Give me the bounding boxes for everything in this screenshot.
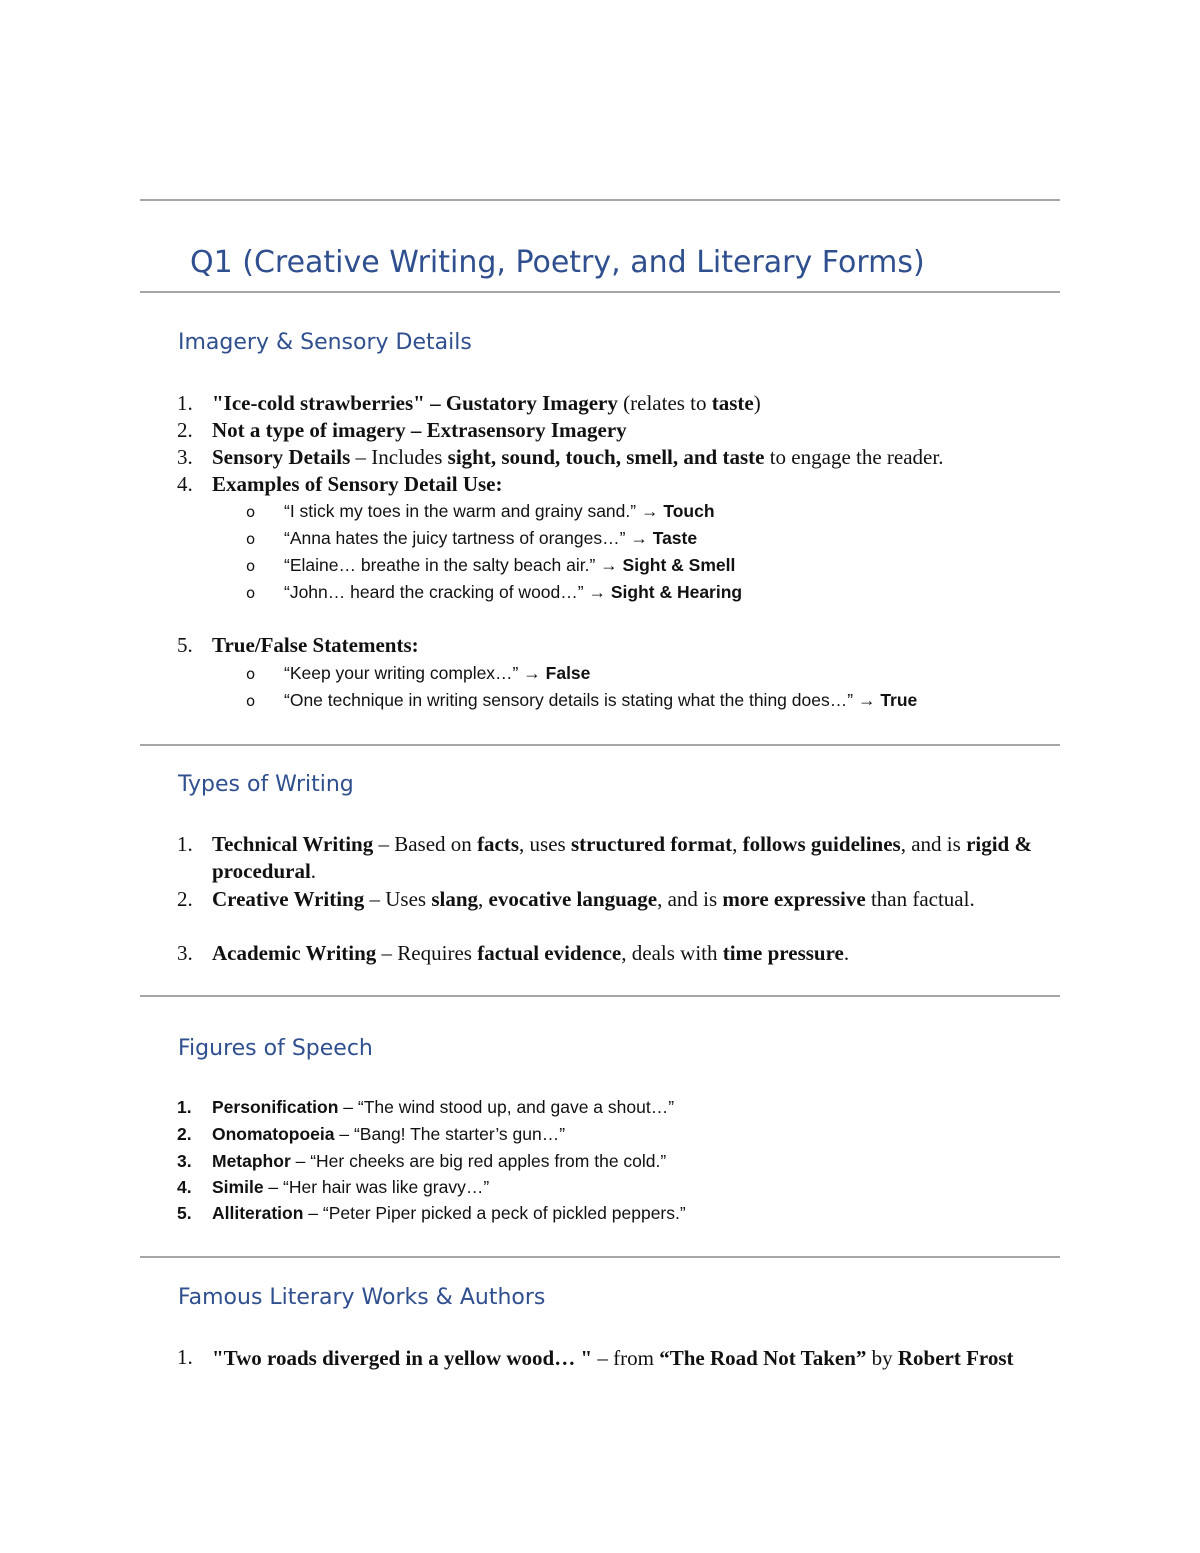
bullet-marker: o [246, 530, 256, 548]
bullet-marker: o [246, 557, 256, 575]
list-item: Simile – “Her hair was like gravy…” [212, 1177, 490, 1197]
section-rule [140, 1256, 1060, 1258]
list-number: 3. [177, 445, 193, 469]
true-false-statement: “One technique in writing sensory details is stating what the thing does…” → True [284, 690, 918, 710]
list-number: 1. [177, 1097, 192, 1117]
list-number: 5. [177, 633, 193, 657]
bullet-marker: o [246, 665, 256, 683]
title-rule [140, 291, 1060, 293]
sensory-example: “I stick my toes in the warm and grainy sand.” → Touch [284, 501, 715, 521]
page-title: Q1 (Creative Writing, Poetry, and Literary Forms) [190, 245, 925, 280]
section-rule [140, 744, 1060, 746]
list-number: 2. [177, 1124, 192, 1144]
list-number: 1. [177, 391, 193, 415]
list-item: Academic Writing – Requires factual evidence, deals with time pressure. [212, 941, 850, 965]
section-rule [140, 995, 1060, 997]
list-item: Metaphor – “Her cheeks are big red apples from the cold.” [212, 1151, 667, 1171]
bullet-marker: o [246, 503, 256, 521]
list-item: Alliteration – “Peter Piper picked a peck of pickled peppers.” [212, 1203, 686, 1223]
sensory-example: “John… heard the cracking of wood…” → Sight & Hearing [284, 582, 743, 602]
list-number: 4. [177, 1177, 192, 1197]
list-number: 4. [177, 472, 193, 496]
true-false-statement: “Keep your writing complex…” → False [284, 663, 591, 683]
sensory-example: “Elaine… breathe in the salty beach air.” → Sight & Smell [284, 555, 736, 575]
list-number: 2. [177, 887, 193, 911]
list-number: 3. [177, 1151, 192, 1171]
list-number: 1. [177, 832, 193, 856]
list-item: Creative Writing – Uses slang, evocative language, and is more expressive than factual. [212, 887, 975, 911]
list-item: "Ice-cold strawberries" – Gustatory Imagery (relates to taste) [212, 391, 761, 415]
list-number: 3. [177, 941, 193, 965]
list-item: Personification – “The wind stood up, and gave a shout…” [212, 1097, 675, 1117]
list-item: "Two roads diverged in a yellow wood… " – from “The Road Not Taken” by Robert Frost [212, 1346, 1014, 1370]
bullet-marker: o [246, 584, 256, 602]
top-rule [140, 199, 1060, 201]
section-heading-types: Types of Writing [178, 772, 354, 797]
section-heading-figures: Figures of Speech [178, 1036, 373, 1061]
list-number: 5. [177, 1203, 192, 1223]
section-heading-works: Famous Literary Works & Authors [178, 1285, 546, 1310]
section-heading-imagery: Imagery & Sensory Details [178, 330, 472, 355]
list-number: 2. [177, 418, 193, 442]
list-item: Technical Writing – Based on facts, uses structured format, follows guidelines, and is rigid & procedural. [212, 832, 1032, 883]
list-item: True/False Statements: [212, 633, 419, 657]
list-item: Sensory Details – Includes sight, sound, touch, smell, and taste to engage the reader. [212, 445, 944, 469]
list-number: 1. [177, 1345, 193, 1369]
list-item: Onomatopoeia – “Bang! The starter’s gun…” [212, 1124, 566, 1144]
bullet-marker: o [246, 692, 256, 710]
list-item: Examples of Sensory Detail Use: [212, 472, 503, 496]
list-item: Not a type of imagery – Extrasensory Imagery [212, 418, 627, 442]
sensory-example: “Anna hates the juicy tartness of oranges…” → Taste [284, 528, 698, 548]
